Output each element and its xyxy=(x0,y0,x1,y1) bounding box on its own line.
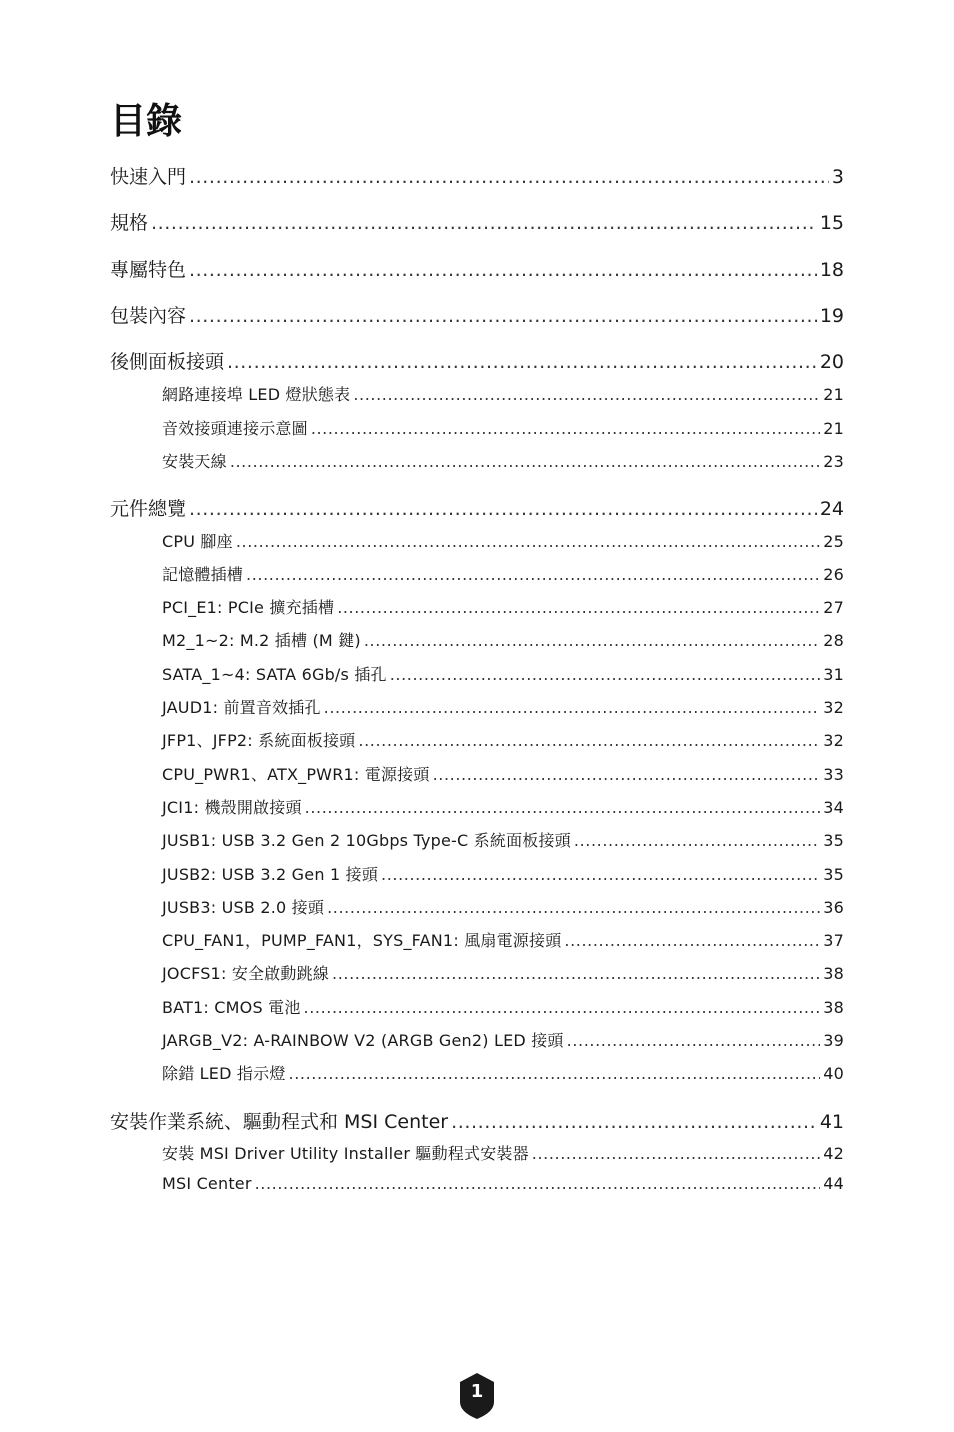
toc-entry[interactable] xyxy=(162,662,844,686)
toc-entry[interactable] xyxy=(162,795,844,819)
toc-page: 20 xyxy=(819,351,844,373)
toc-entry[interactable] xyxy=(162,416,844,440)
toc-entry[interactable] xyxy=(162,628,844,652)
page-number: 1 xyxy=(470,1381,484,1402)
toc-label: 後側面板接頭 xyxy=(110,351,225,373)
toc-label: CPU_PWR1、ATX_PWR1: 電源接頭 xyxy=(162,765,430,784)
toc-page: 3 xyxy=(831,166,844,188)
toc-label: JUSB2: USB 3.2 Gen 1 接頭 xyxy=(162,865,379,884)
toc-label: 網路連接埠 LED 燈狀態表 xyxy=(162,385,351,404)
toc-page: 40 xyxy=(823,1064,844,1083)
dot-leader xyxy=(567,1031,821,1050)
toc-label: 除錯 LED 指示燈 xyxy=(162,1064,286,1083)
toc-page: 35 xyxy=(823,865,844,884)
toc-page: 32 xyxy=(823,731,844,750)
toc-label: JUSB1: USB 3.2 Gen 2 10Gbps Type-C 系統面板接頭 xyxy=(162,831,571,850)
toc-label: 記憶體插槽 xyxy=(162,565,244,584)
toc-label: PCI_E1: PCIe 擴充插槽 xyxy=(162,598,335,617)
toc-entry[interactable] xyxy=(162,928,844,952)
toc-entry[interactable] xyxy=(162,562,844,586)
dot-leader xyxy=(433,765,821,784)
toc-entry[interactable] xyxy=(162,1174,844,1198)
toc-entry[interactable] xyxy=(110,255,844,283)
toc-page: 32 xyxy=(823,698,844,717)
toc-entry[interactable] xyxy=(162,1061,844,1085)
toc-page: 38 xyxy=(823,964,844,983)
dot-leader xyxy=(189,305,817,327)
page-title: 目錄 xyxy=(110,101,183,142)
toc-page: 36 xyxy=(823,898,844,917)
toc-page: 21 xyxy=(823,419,844,438)
toc-label: BAT1: CMOS 電池 xyxy=(162,998,301,1017)
dot-leader xyxy=(189,498,817,520)
toc-label: 安裝天線 xyxy=(162,452,227,471)
toc-label: M2_1~2: M.2 插槽 (M 鍵) xyxy=(162,631,361,650)
toc-label: 音效接頭連接示意圖 xyxy=(162,419,308,438)
dot-leader xyxy=(305,798,821,817)
toc-label: JCI1: 機殼開啟接頭 xyxy=(162,798,302,817)
toc-entry[interactable] xyxy=(110,347,844,375)
page-number-badge xyxy=(458,1372,496,1420)
toc-label: 安裝 MSI Driver Utility Installer 驅動程式安裝器 xyxy=(162,1144,529,1163)
toc-page: 27 xyxy=(823,598,844,617)
dot-leader xyxy=(358,731,820,750)
dot-leader xyxy=(289,1064,821,1083)
toc-entry[interactable] xyxy=(162,862,844,886)
toc-entry[interactable] xyxy=(162,529,844,553)
toc-entry[interactable] xyxy=(162,1141,844,1165)
dot-leader xyxy=(390,665,820,684)
dot-leader xyxy=(227,351,817,373)
dot-leader xyxy=(451,1111,817,1133)
dot-leader xyxy=(304,998,821,1017)
dot-leader xyxy=(230,452,820,471)
dot-leader xyxy=(189,259,817,281)
dot-leader xyxy=(255,1174,821,1193)
toc-label: JUSB3: USB 2.0 接頭 xyxy=(162,898,325,917)
toc-entry[interactable] xyxy=(110,208,844,236)
toc-page: 39 xyxy=(823,1031,844,1050)
toc-entry[interactable] xyxy=(162,595,844,619)
toc-page: 25 xyxy=(823,532,844,551)
toc-entry[interactable] xyxy=(110,162,844,190)
toc-entry[interactable] xyxy=(162,995,844,1019)
toc-entry[interactable] xyxy=(162,762,844,786)
dot-leader xyxy=(246,565,820,584)
toc-label: 規格 xyxy=(110,212,149,234)
dot-leader xyxy=(332,964,820,983)
dot-leader xyxy=(364,631,820,650)
dot-leader xyxy=(574,831,820,850)
toc-entry[interactable] xyxy=(162,449,844,473)
toc-label: CPU_FAN1，PUMP_FAN1，SYS_FAN1: 風扇電源接頭 xyxy=(162,931,562,950)
toc-entry[interactable] xyxy=(162,828,844,852)
toc-label: SATA_1~4: SATA 6Gb/s 插孔 xyxy=(162,665,387,684)
dot-leader xyxy=(311,419,820,438)
toc-page: 35 xyxy=(823,831,844,850)
dot-leader xyxy=(189,166,829,188)
toc-entry[interactable] xyxy=(110,494,844,522)
dot-leader xyxy=(327,898,820,917)
toc-page: 42 xyxy=(823,1144,844,1163)
toc-page: 23 xyxy=(823,452,844,471)
toc-page: 15 xyxy=(819,212,844,234)
toc-entry[interactable] xyxy=(162,382,844,406)
toc-page: 33 xyxy=(823,765,844,784)
toc-entry[interactable] xyxy=(162,1028,844,1052)
toc-page: 37 xyxy=(823,931,844,950)
dot-leader xyxy=(353,385,820,404)
toc-page: 21 xyxy=(823,385,844,404)
toc-page: 19 xyxy=(819,305,844,327)
toc-label: JFP1、JFP2: 系統面板接頭 xyxy=(162,731,356,750)
dot-leader xyxy=(381,865,820,884)
toc-entry[interactable] xyxy=(162,961,844,985)
toc-label: JAUD1: 前置音效插孔 xyxy=(162,698,321,717)
toc-page: 18 xyxy=(819,259,844,281)
toc-entry[interactable] xyxy=(162,695,844,719)
toc-page: 26 xyxy=(823,565,844,584)
toc-label: CPU 腳座 xyxy=(162,532,233,551)
toc-label: 安裝作業系統、驅動程式和 MSI Center xyxy=(110,1111,449,1133)
toc-label: JOCFS1: 安全啟動跳線 xyxy=(162,964,330,983)
toc-label: MSI Center xyxy=(162,1174,252,1193)
toc-label: JARGB_V2: A-RAINBOW V2 (ARGB Gen2) LED 接頭 xyxy=(162,1031,564,1050)
toc-page: 38 xyxy=(823,998,844,1017)
dot-leader xyxy=(151,212,817,234)
toc-page: 41 xyxy=(819,1111,844,1133)
toc-label: 專屬特色 xyxy=(110,259,187,281)
toc-label: 包裝內容 xyxy=(110,305,187,327)
toc-page: 28 xyxy=(823,631,844,650)
toc-page: 34 xyxy=(823,798,844,817)
dot-leader xyxy=(236,532,820,551)
toc-page: 24 xyxy=(819,498,844,520)
toc-page: 31 xyxy=(823,665,844,684)
toc-page: 44 xyxy=(823,1174,844,1193)
toc-entry[interactable] xyxy=(110,301,844,329)
dot-leader xyxy=(337,598,820,617)
toc-entry[interactable] xyxy=(162,728,844,752)
dot-leader xyxy=(532,1144,820,1163)
toc-entry[interactable] xyxy=(162,895,844,919)
toc-label: 快速入門 xyxy=(110,166,187,188)
toc-entry[interactable] xyxy=(110,1107,844,1135)
dot-leader xyxy=(564,931,820,950)
dot-leader xyxy=(324,698,821,717)
toc-label: 元件總覽 xyxy=(110,498,187,520)
